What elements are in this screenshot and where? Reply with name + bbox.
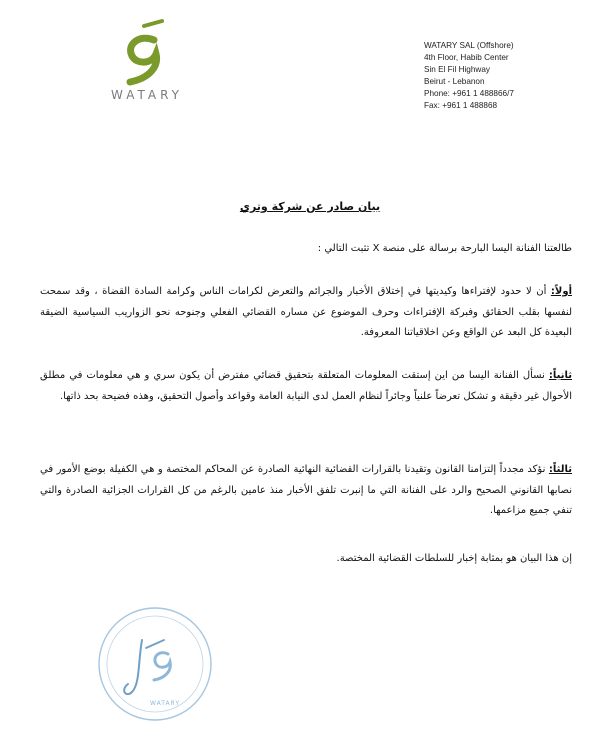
company-logo	[92, 18, 202, 110]
logo-wordmark: WATARY	[111, 88, 183, 102]
paragraph-second	[40, 366, 572, 407]
address-line: Beirut - Lebanon	[424, 77, 485, 86]
watary-logo-icon	[110, 18, 184, 88]
stamp-wordmark: WATARY	[150, 700, 180, 707]
paragraph-first	[40, 282, 572, 344]
address-line: Sin El Fil Highway	[424, 65, 490, 74]
address-phone: Phone: +961 1 488866/7	[424, 89, 514, 98]
address-fax: Fax: +961 1 488868	[424, 101, 498, 110]
company-address	[424, 40, 604, 112]
address-company-name: WATARY SAL (Offshore)	[424, 41, 514, 50]
paragraph-text: نؤكد مجدداً إلتزامنا القانون وتقيدنا بالقرارات القضائية النهائية الصادرة عن المحاكم المختصة و هي الكفيلة بوضع الأمور في نصابها القانوني الصحيح والرد على الفنانة التي ما إنبرت تلفق الأخبار منذ عامين بالرغم من كل القرارات الجزائية الصادرة والتي تنفي جميع مزاعمها.	[40, 464, 572, 516]
paragraph-text: أن لا حدود لإفتراءها وكيديتها في إختلاق الأخبار والجرائم والتعرض لكرامات الناس وكرامة السادة القضاة ، وقد سمحت لنفسها بقلب الحقائق وفبركة الإفتراءات وحرف الموضوع عن مساره القضائي الفعلي وجنوحه نحو الزواريب السياسية الضيقة البعيدة كل البعد عن الواقع وعن اخلاقياتنا المعروفة.	[40, 286, 572, 338]
paragraph-text: نسأل الفنانة اليسا من اين إستقت المعلومات المتعلقة بتحقيق قضائي مفترض أن يكون سري و هي معلومات في مطلق الأحوال غير دقيقة و تشكل تعرضاً علنياً وجائراً لنظام العمل لدى النيابة العامة وقواعد وأصول التحقيق، وهذه فضيحة بحد ذاتها.	[40, 370, 572, 402]
address-line: 4th Floor, Habib Center	[424, 53, 509, 62]
stamp-seal-icon	[80, 592, 230, 732]
company-stamp	[80, 592, 230, 732]
paragraph-label: ثانياً:	[548, 370, 572, 381]
statement-closing: إن هذا البيان هو بمثابة إخبار للسلطات القضائية المختصة.	[336, 553, 572, 564]
paragraph-third	[40, 460, 572, 522]
paragraph-label: ثالثاً:	[548, 464, 572, 475]
statement-intro: طالعتنا الفنانة اليسا البارحة برسالة على منصة X تثبت التالي :	[317, 243, 572, 254]
paragraph-label: أولاً:	[550, 286, 572, 297]
statement-title: بيان صادر عن شركة وتري	[239, 200, 381, 213]
